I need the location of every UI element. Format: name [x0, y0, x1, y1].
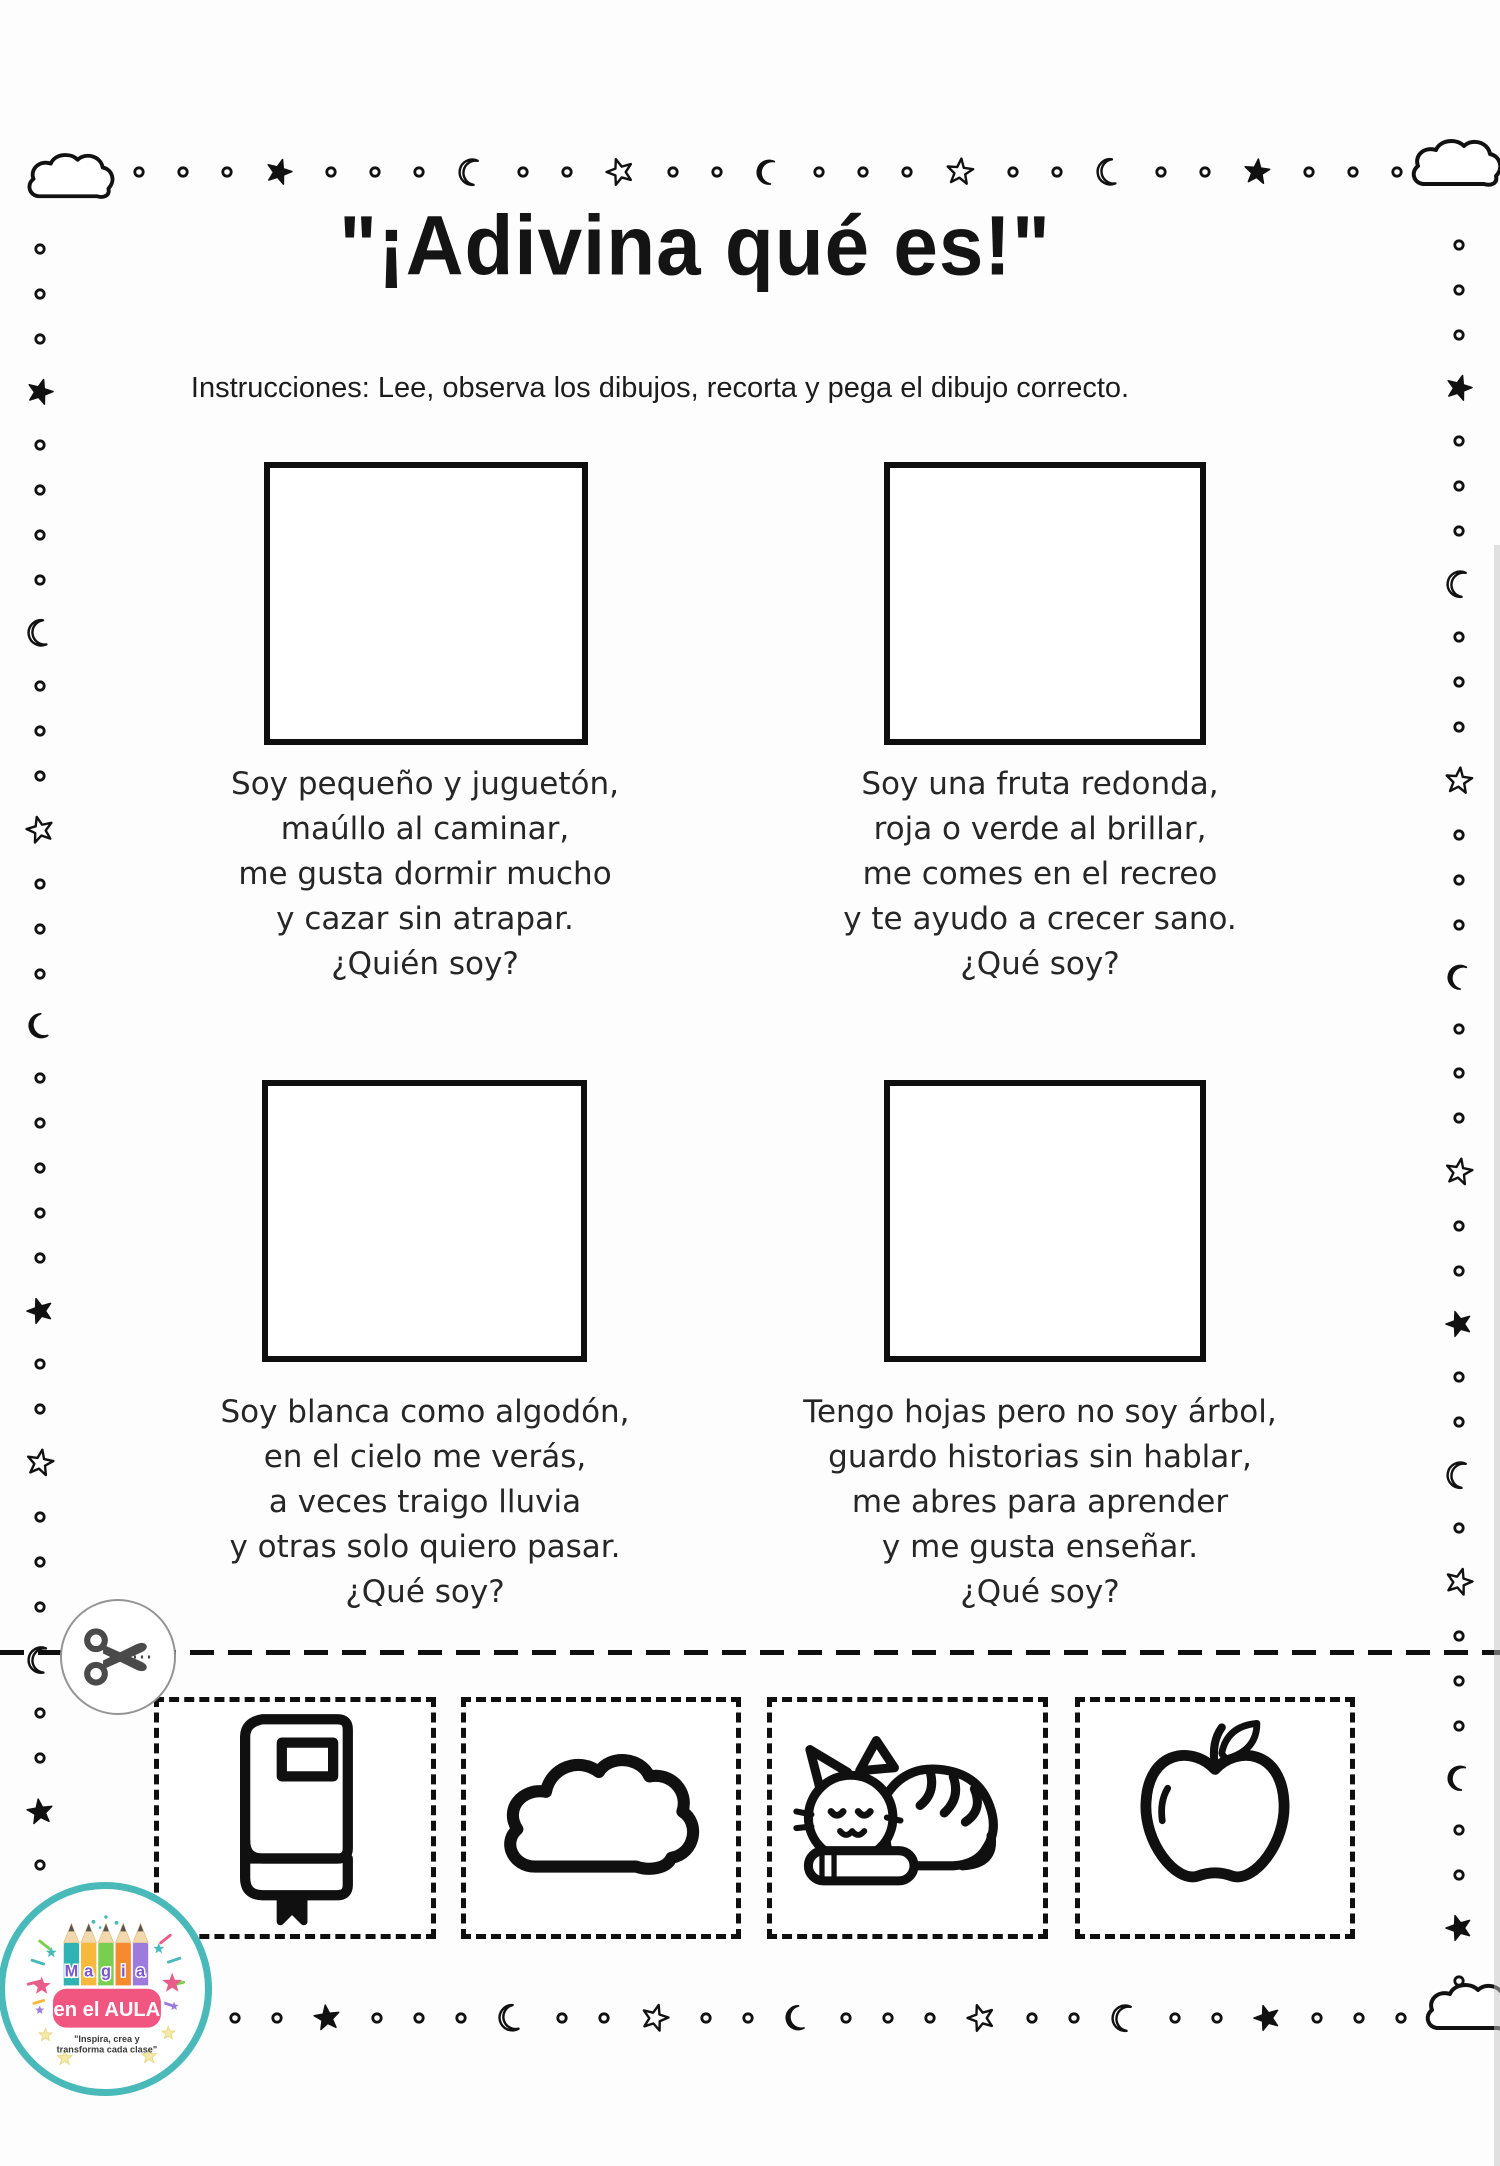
riddle-line: y te ayudo a crecer sano.: [843, 901, 1237, 937]
dot-icon: [1050, 165, 1064, 179]
star-outline-icon: [21, 1445, 58, 1482]
dot-icon: [555, 2011, 569, 2025]
star-filled-icon: [1440, 1909, 1478, 1947]
dot-icon: [1452, 1521, 1466, 1535]
dot-icon: [33, 1600, 47, 1614]
dot-icon: [33, 438, 47, 452]
dot-icon: [1210, 2011, 1224, 2025]
dot-icon: [1302, 165, 1316, 179]
dot-icon: [33, 967, 47, 981]
star-outline-icon: [635, 1998, 675, 2038]
dot-icon: [228, 2011, 242, 2025]
dot-icon: [1452, 1415, 1466, 1429]
cut-line: [0, 1650, 1500, 1655]
dot-icon: [1452, 1629, 1466, 1643]
dot-icon: [1452, 524, 1466, 538]
dot-icon: [597, 2011, 611, 2025]
moon-outline-icon: [454, 155, 489, 190]
book-icon: [206, 1706, 384, 1931]
dot-icon: [1452, 828, 1466, 842]
page-title: "¡Adivina qué es!": [339, 198, 1051, 293]
dot-icon: [132, 165, 146, 179]
scan-edge: [1494, 545, 1500, 2166]
dot-icon: [412, 165, 426, 179]
dot-icon: [839, 2011, 853, 2025]
dot-icon: [1452, 479, 1466, 493]
dot-icon: [1394, 2011, 1408, 2025]
dot-icon: [1452, 630, 1466, 644]
dot-icon: [1452, 720, 1466, 734]
dot-icon: [33, 528, 47, 542]
dot-icon: [1452, 1823, 1466, 1837]
answer-box-1: [264, 462, 588, 745]
svg-text:"Inspira, crea y: "Inspira, crea y: [74, 2033, 140, 2044]
cloud-icon: [1406, 134, 1500, 196]
dot-icon: [33, 724, 47, 738]
svg-text:a: a: [84, 1962, 94, 1981]
dot-icon: [368, 165, 382, 179]
dot-icon: [856, 165, 870, 179]
star-outline-icon: [21, 811, 60, 850]
decorative-border-left: [18, 242, 62, 1872]
riddle-text-3: [125, 1390, 725, 1615]
dot-icon: [1452, 1111, 1466, 1125]
dot-icon: [1452, 1370, 1466, 1384]
dot-icon: [33, 1206, 47, 1220]
star-outline-icon: [1439, 1562, 1479, 1602]
dot-icon: [1452, 1264, 1466, 1278]
star-filled-icon: [23, 1795, 57, 1829]
dot-icon: [1025, 2011, 1039, 2025]
star-filled-icon: [260, 153, 297, 190]
moon-outline-icon: [1442, 566, 1477, 601]
answer-box-2: [884, 462, 1206, 745]
cutout-cat: [767, 1697, 1048, 1939]
riddle-line: ¿Qué soy?: [345, 1574, 505, 1610]
dot-icon: [33, 769, 47, 783]
dot-icon: [33, 1510, 47, 1524]
dot-icon: [666, 165, 680, 179]
dot-icon: [1452, 328, 1466, 342]
moon-filled-icon: [22, 1009, 57, 1044]
dot-icon: [33, 877, 47, 891]
dot-icon: [220, 165, 234, 179]
dot-icon: [33, 1071, 47, 1085]
svg-text:a: a: [135, 1962, 146, 1981]
dot-icon: [1452, 1066, 1466, 1080]
dot-icon: [454, 2011, 468, 2025]
dot-icon: [412, 2011, 426, 2025]
riddle-text-1: [125, 762, 725, 987]
dot-icon: [1452, 1219, 1466, 1233]
riddle-line: ¿Qué soy?: [960, 1574, 1120, 1610]
dot-icon: [33, 1706, 47, 1720]
star-outline-icon: [961, 1998, 1001, 2038]
riddle-line: me abres para aprender: [851, 1484, 1229, 1520]
dot-icon: [270, 2011, 284, 2025]
dot-icon: [1154, 165, 1168, 179]
dot-icon: [1198, 165, 1212, 179]
riddle-line: y cazar sin atrapar.: [276, 901, 574, 937]
svg-text:transforma cada clase": transforma cada clase": [56, 2044, 158, 2055]
riddle-line: me gusta dormir mucho: [238, 856, 612, 892]
instructions-text: Instrucciones: Lee, observa los dibujos, recorta y pega el dibujo correcto.: [190, 372, 1130, 404]
riddle-line: guardo historias sin hablar,: [828, 1439, 1252, 1475]
dot-icon: [33, 242, 47, 256]
svg-text:g: g: [100, 1962, 111, 1981]
moon-outline-icon: [23, 616, 57, 650]
moon-filled-icon: [780, 2001, 814, 2035]
riddle-line: Soy una fruta redonda,: [861, 766, 1219, 802]
dot-icon: [33, 922, 47, 936]
dot-icon: [1452, 1674, 1466, 1688]
star-outline-icon: [1440, 1154, 1477, 1191]
dot-icon: [324, 165, 338, 179]
star-filled-icon: [1248, 1999, 1286, 2037]
star-outline-icon: [942, 154, 977, 189]
star-filled-icon: [310, 2001, 344, 2035]
moon-outline-icon: [1092, 155, 1126, 189]
dot-icon: [1452, 1022, 1466, 1036]
riddle-line: ¿Qué soy?: [960, 946, 1120, 982]
dot-icon: [33, 332, 47, 346]
svg-text:en el AULA: en el AULA: [53, 1998, 161, 2021]
dot-icon: [710, 165, 724, 179]
star-outline-icon: [600, 152, 640, 192]
riddle-line: Soy blanca como algodón,: [220, 1394, 630, 1430]
dot-icon: [560, 165, 574, 179]
dot-icon: [1452, 283, 1466, 297]
dot-icon: [1452, 873, 1466, 887]
star-filled-icon: [1440, 1305, 1478, 1343]
riddle-line: Soy pequeño y juguetón,: [231, 766, 619, 802]
riddle-line: y otras solo quiero pasar.: [229, 1529, 621, 1565]
star-outline-icon: [1441, 763, 1476, 798]
dot-icon: [881, 2011, 895, 2025]
decorative-border-top: [132, 150, 1404, 194]
dot-icon: [1310, 2011, 1324, 2025]
dot-icon: [516, 165, 530, 179]
moon-outline-icon: [493, 2000, 529, 2036]
dot-icon: [1452, 1719, 1466, 1733]
brand-logo: [0, 1882, 212, 2096]
svg-text:M: M: [64, 1962, 79, 1981]
dot-icon: [1390, 165, 1404, 179]
dot-icon: [33, 483, 47, 497]
riddle-line: en el cielo me verás,: [263, 1439, 587, 1475]
dot-icon: [33, 287, 47, 301]
dot-icon: [1452, 918, 1466, 932]
dot-icon: [33, 1555, 47, 1569]
dot-icon: [900, 165, 914, 179]
dot-icon: [33, 573, 47, 587]
dot-icon: [33, 1751, 47, 1765]
riddle-text-2: [740, 762, 1340, 987]
cloud-icon: [491, 1739, 711, 1898]
riddle-line: a veces traigo lluvia: [268, 1484, 582, 1520]
dot-icon: [1168, 2011, 1182, 2025]
moon-filled-icon: [1442, 959, 1477, 994]
answer-box-3: [262, 1080, 587, 1362]
dot-icon: [33, 1161, 47, 1175]
moon-outline-icon: [24, 1644, 57, 1677]
dot-icon: [1352, 2011, 1366, 2025]
dot-icon: [1452, 434, 1466, 448]
riddle-line: y me gusta enseñar.: [881, 1529, 1199, 1565]
dot-icon: [33, 1357, 47, 1371]
dot-icon: [1452, 1868, 1466, 1882]
star-filled-icon: [1241, 156, 1274, 189]
dot-icon: [33, 1402, 47, 1416]
dot-icon: [812, 165, 826, 179]
dot-icon: [33, 1116, 47, 1130]
riddle-line: roja o verde al brillar,: [873, 811, 1207, 847]
moon-filled-icon: [1443, 1762, 1475, 1794]
dot-icon: [923, 2011, 937, 2025]
cloud-icon: [1420, 1978, 1500, 2040]
riddle-line: ¿Quién soy?: [331, 946, 519, 982]
dot-icon: [1346, 165, 1360, 179]
star-filled-icon: [21, 1292, 59, 1330]
dot-icon: [699, 2011, 713, 2025]
dot-icon: [1452, 675, 1466, 689]
dot-icon: [176, 165, 190, 179]
answer-box-4: [884, 1080, 1206, 1362]
cat-icon: [787, 1733, 1029, 1904]
svg-text:i: i: [120, 1962, 126, 1981]
star-filled-icon: [1440, 369, 1477, 406]
dot-icon: [370, 2011, 384, 2025]
riddle-line: maúllo al caminar,: [280, 811, 570, 847]
riddle-line: me comes en el recreo: [862, 856, 1218, 892]
scissors-icon: [60, 1599, 176, 1715]
dot-icon: [741, 2011, 755, 2025]
dot-icon: [33, 1251, 47, 1265]
moon-outline-icon: [1442, 1458, 1477, 1493]
riddle-text-4: [740, 1390, 1340, 1615]
riddle-line: Tengo hojas pero no soy árbol,: [803, 1394, 1277, 1430]
cutout-cloud: [461, 1697, 741, 1939]
cutout-apple: [1075, 1697, 1355, 1939]
decorative-border-bottom: [228, 1996, 1408, 2040]
decorative-border-right: [1437, 238, 1481, 1988]
dot-icon: [33, 1858, 47, 1872]
apple-icon: [1127, 1718, 1303, 1919]
dot-icon: [1067, 2011, 1081, 2025]
dot-icon: [1452, 238, 1466, 252]
dot-icon: [1006, 165, 1020, 179]
dot-icon: [33, 679, 47, 693]
moon-outline-icon: [1107, 2001, 1142, 2036]
moon-filled-icon: [752, 156, 784, 188]
